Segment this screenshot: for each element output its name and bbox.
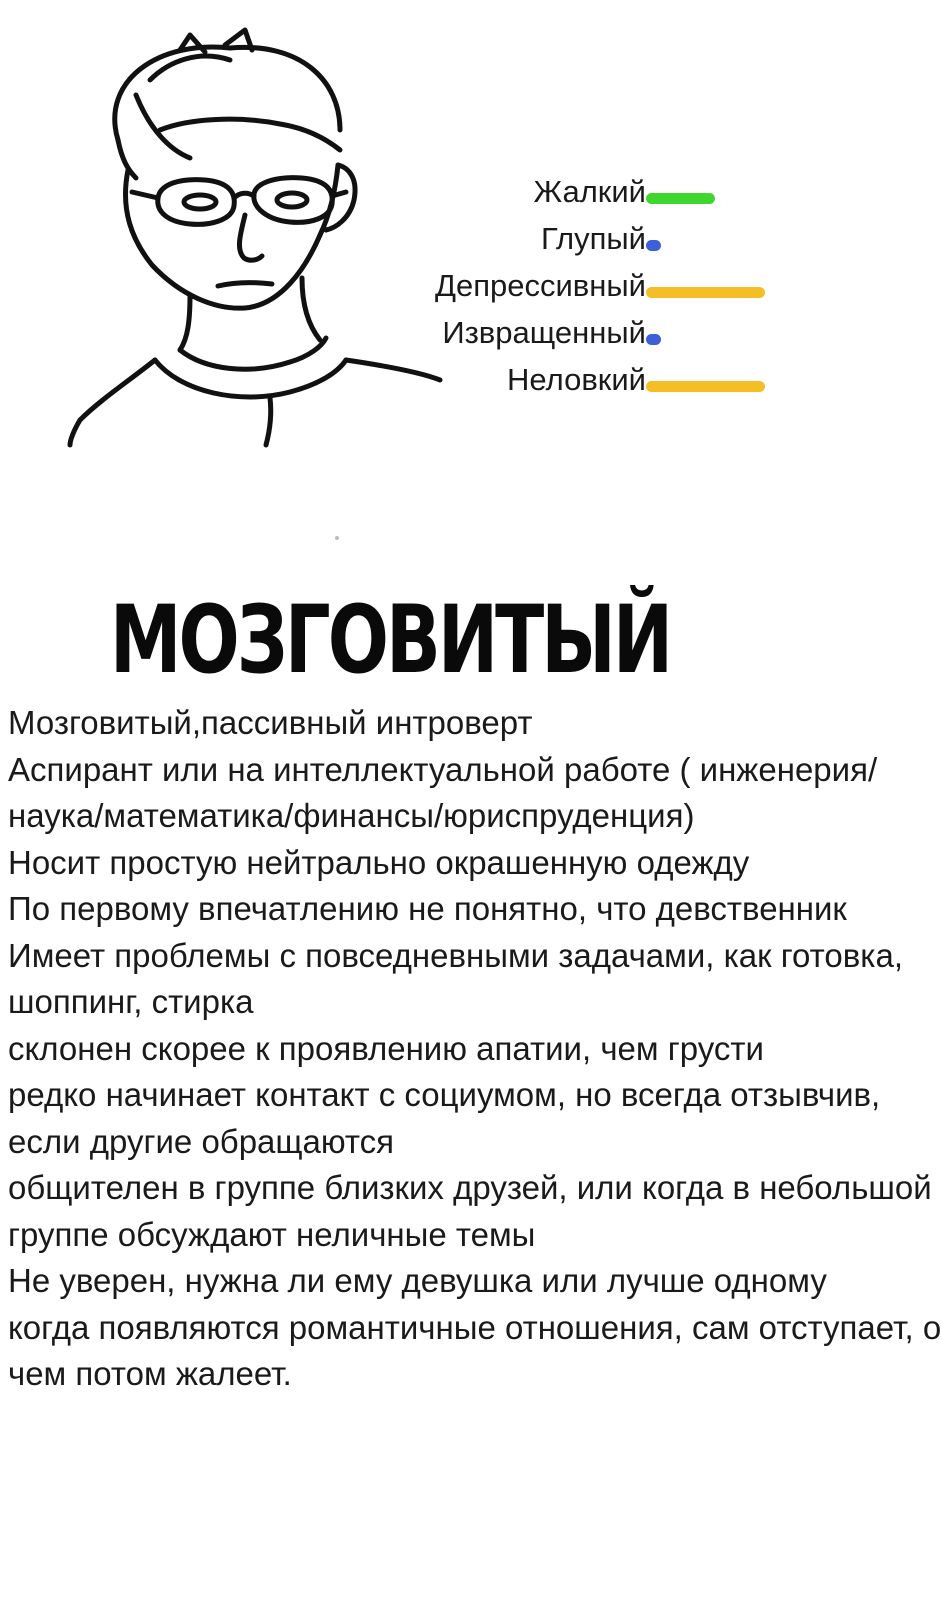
trait-label: Депрессивный [434,268,646,303]
trait-row [330,168,790,215]
trait-bar [646,334,661,345]
list-item: Аспирант или на интеллектуальной работе ( инженерия/наука/математика/финансы/юриспруденция) [8,750,878,834]
list-item: Мозговитый,пассивный интроверт [8,704,533,741]
list-item: когда появляются романтичные отношения, сам отступает, о чем потом жалеет. [8,1308,942,1392]
list-item: общителен в группе близких друзей, или когда в небольшой группе обсуждают неличные темы [8,1169,932,1253]
trait-row [330,262,790,309]
list-item: Носит простую нейтрально окрашенную одежду [8,843,750,881]
trait-label: Жалкий [533,174,646,209]
trait-row [330,215,790,262]
trait-label: Глупый [540,221,646,256]
list-item: склонен скорее к проявлению апатии, чем грусти [8,1029,764,1067]
list-item: По первому впечатлению не понятно, что девственник [8,890,847,927]
trait-row [330,309,790,356]
trait-bar [646,193,715,204]
trait-label: Неловкий [507,362,646,397]
stray-mark [335,536,339,540]
trait-bar [646,381,765,392]
list-item: Имеет проблемы с повседневными задачами, как готовка, шоппинг, стирка [8,936,903,1020]
trait-label: Извращенный [442,315,646,350]
description-list [0,700,942,1398]
trait-bar [646,287,765,298]
trait-bar [646,240,661,251]
trait-ratings [330,168,790,403]
page-title: МОЗГОВИТЫЙ [109,585,671,695]
list-item: Не уверен, нужна ли ему девушка или лучше одному [8,1262,827,1299]
list-item: редко начинает контакт с социумом, но всегда отзывчив, если другие обращаются [8,1076,881,1160]
trait-row [330,356,790,403]
